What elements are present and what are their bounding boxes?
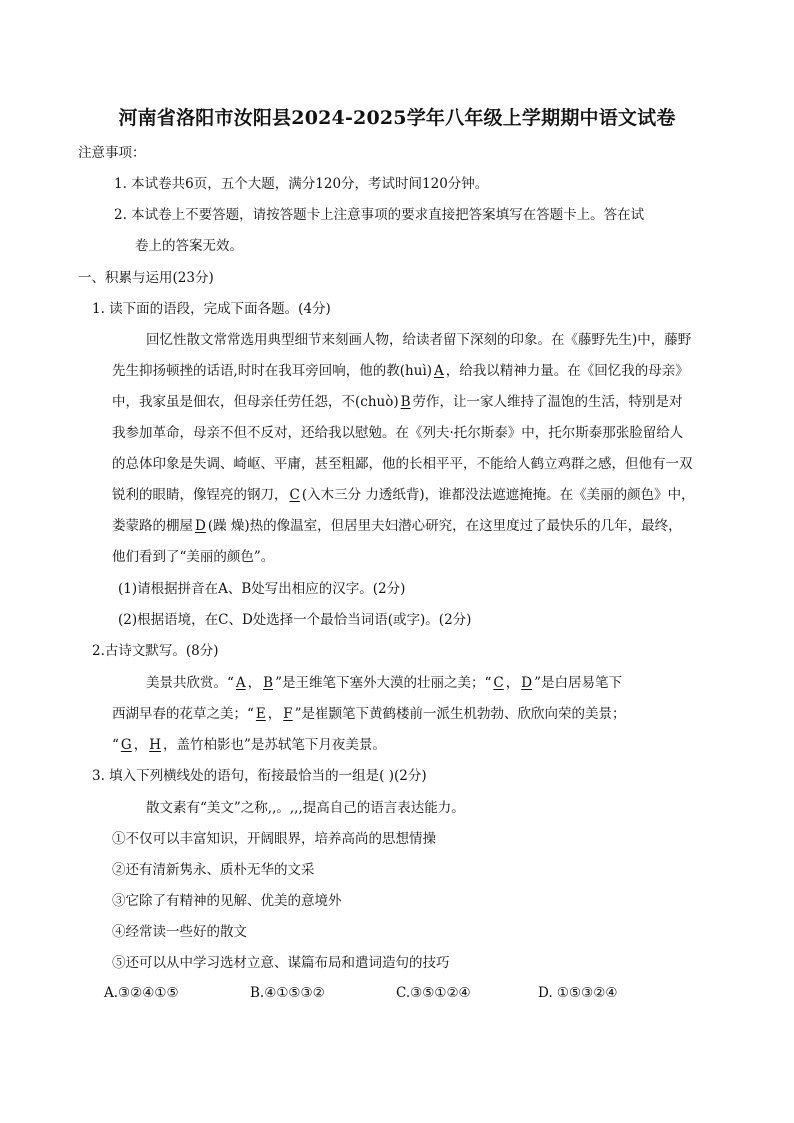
q1-passage-line: 他们看到了“美丽的颜色”。 bbox=[112, 549, 275, 565]
notice-item-2-cont: 卷上的答案无效。 bbox=[135, 238, 243, 254]
blank-c: C bbox=[289, 487, 300, 503]
q1-passage-line: 先生抑扬顿挫的话语,时时在我耳旁回响，他的教(huì) A ，给我以精神力量。在《回忆我的母亲》 bbox=[112, 363, 689, 379]
q1-passage-line: 回忆性散文常常选用典型细节来刻画人物，给读者留下深刻的印象。在《藤野先生)中，藤野 bbox=[146, 332, 692, 348]
q1-passage-line: 娄蒙路的棚屋 D (躁 燥)热的像温室，但居里夫妇潜心研究，在这里度过了最快乐的几年，最终， bbox=[112, 518, 682, 534]
q3-sentence-2: ②还有清新隽永、质朴无华的文采 bbox=[112, 862, 315, 878]
section-1-heading: 一、积累与运用(23分) bbox=[78, 270, 214, 286]
q3-sentence-3: ③它除了有精神的见解、优美的意境外 bbox=[112, 893, 342, 909]
blank-d: D bbox=[195, 518, 206, 534]
q3-sentence-5: ⑤还可以从中学习选材立意、谋篇布局和遣词造句的技巧 bbox=[112, 955, 450, 971]
q3-sentence-1: ①不仅可以丰富知识，开阔眼界，培养高尚的思想情操 bbox=[112, 831, 436, 847]
blank-b: B bbox=[400, 394, 411, 410]
q3-option-c: C.③⑤①②④ bbox=[396, 985, 471, 1001]
q3-option-b: B.④①⑤③② bbox=[250, 985, 325, 1001]
blank-h: H bbox=[149, 737, 161, 753]
q3-sentence-4: ④经常读一些好的散文 bbox=[112, 924, 247, 940]
blank-g: G bbox=[120, 737, 132, 753]
exam-title: 河南省洛阳市汝阳县2024-2025学年八年级上学期期中语文试卷 bbox=[118, 107, 676, 129]
blank-f: F bbox=[283, 706, 293, 722]
notice-heading: 注意事项： bbox=[78, 145, 146, 161]
q1-subquestion-1: (1)请根据拼音在A、B处写出相应的汉字。(2分) bbox=[118, 581, 406, 597]
question-2-stem: 2.古诗文默写。(8分) bbox=[92, 643, 219, 659]
blank-c: C bbox=[493, 675, 504, 691]
blank-a: A bbox=[235, 675, 246, 691]
q1-passage-line: 的总体印象是失调、崎岖、平庸，甚至粗鄙，他的长相平平，不能给人鹤立鸡群之感，但他有一双 bbox=[112, 456, 693, 472]
notice-item-2: 2. 本试卷上不要答题，请按答题卡上注意事项的要求直接把答案填写在答题卡上。答在试 bbox=[114, 207, 645, 223]
blank-e: E bbox=[255, 706, 266, 722]
q2-line: 美景共欣赏。“ A ， B ”是王维笔下塞外大漠的壮丽之美；“ C ， D ”是白居易笔下 bbox=[146, 675, 622, 691]
question-1-stem: 1. 读下面的语段，完成下面各题。(4分) bbox=[92, 301, 331, 317]
blank-a: A bbox=[434, 363, 444, 379]
q2-line: “ G ， H ，盖竹柏影也”是苏轼笔下月夜美景。 bbox=[112, 737, 386, 753]
q3-lead: 散文素有“美文”之称,,。,,,提高自己的语言表达能力。 bbox=[146, 800, 465, 816]
q1-subquestion-2: (2)根据语境，在C、D处选择一个最恰当词语(或字)。(2分) bbox=[118, 612, 472, 628]
q1-passage-line: 中，我家虽是佃农，但母亲任劳任怨，不(chuò) B 劳作，让一家人维持了温饱的生活，特别是对 bbox=[112, 394, 683, 410]
question-3-stem: 3. 填入下列横线处的语句，衔接最恰当的一组是( )(2分) bbox=[92, 768, 427, 784]
blank-d: D bbox=[521, 675, 533, 691]
q3-option-d: D. ①⑤③②④ bbox=[538, 985, 618, 1001]
q2-line: 西湖早春的花草之美；“ E ， F ”是崔颢笔下黄鹤楼前一派生机勃勃、欣欣向荣的美景； bbox=[112, 706, 626, 722]
notice-item-1: 1. 本试卷共6页，五个大题，满分120分，考试时间120分钟。 bbox=[114, 176, 489, 192]
q1-passage-line: 锐利的眼睛，像锃亮的钢刀， C (入木三分 力透纸背)，谁都没法遮遮掩掩。在《美丽的颜色》中， bbox=[112, 487, 695, 503]
q3-option-a: A.③②④①⑤ bbox=[104, 985, 179, 1001]
q1-passage-line: 我参加革命，母亲不但不反对，还给我以慰勉。在《列夫·托尔斯泰》中，托尔斯泰那张脸留给人 bbox=[112, 425, 684, 441]
blank-b: B bbox=[263, 675, 274, 691]
